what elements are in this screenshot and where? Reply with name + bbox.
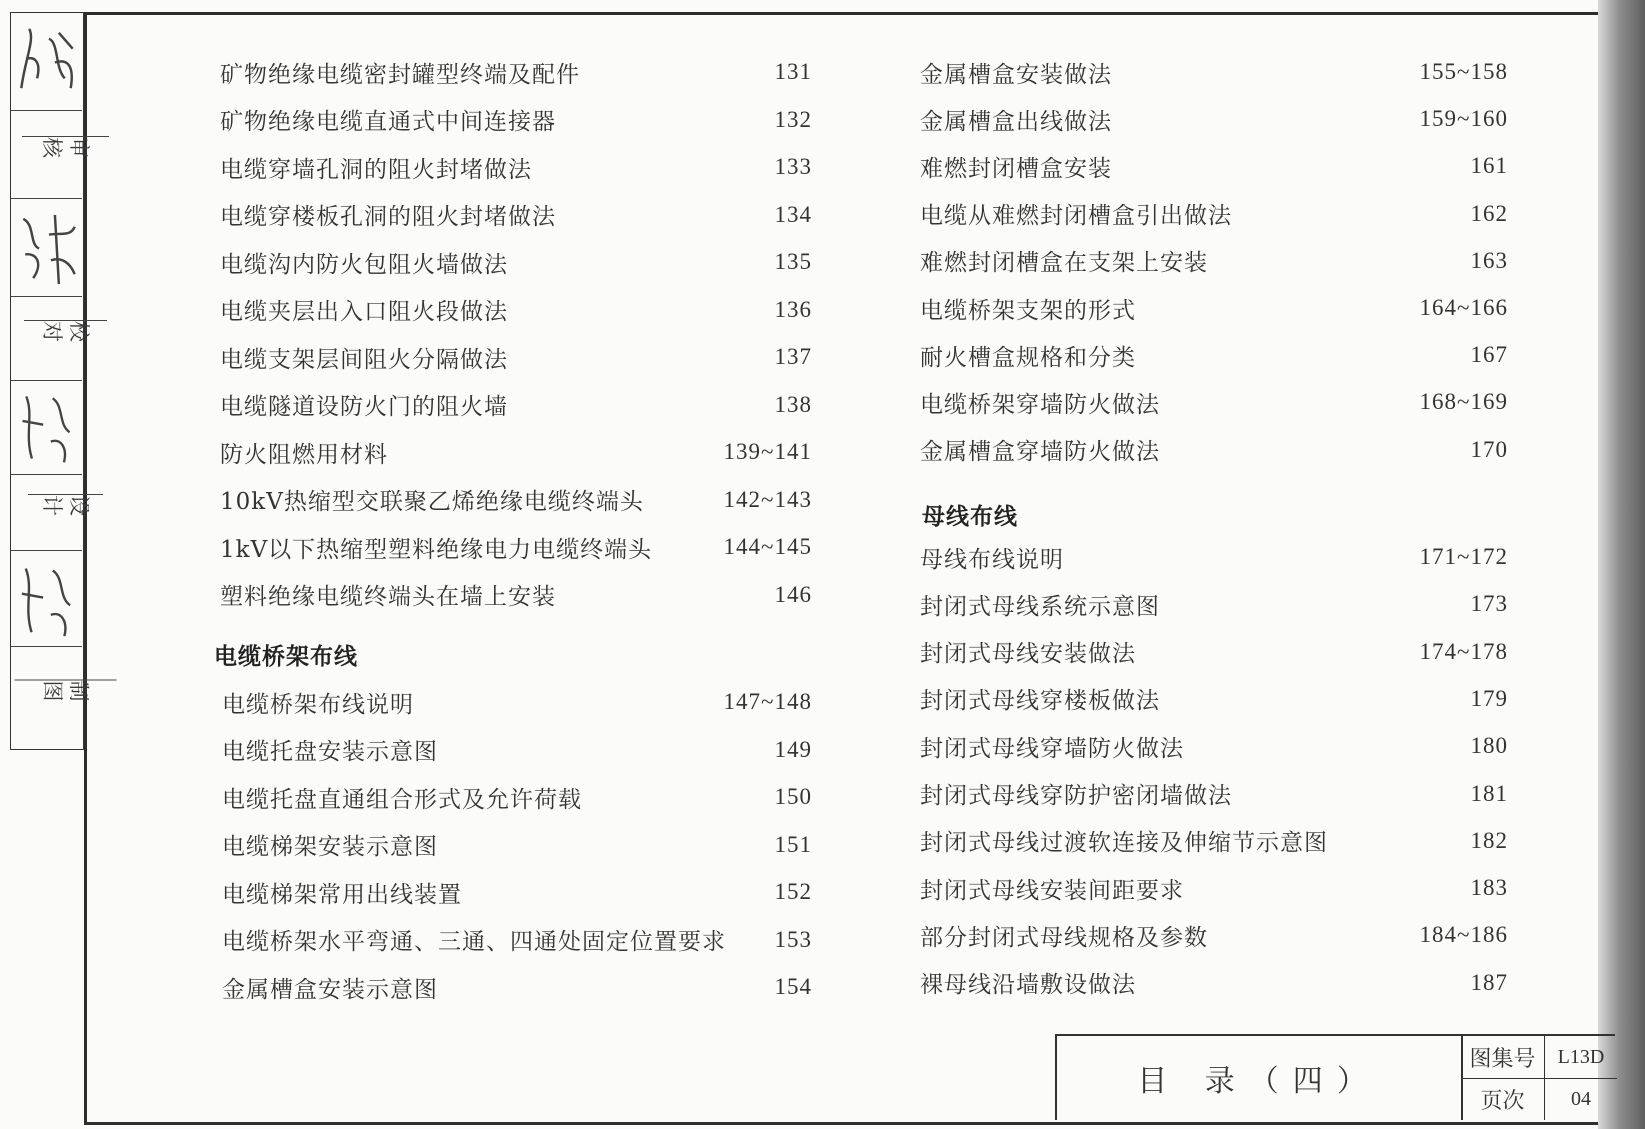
toc-entry-title: 电缆夹层出入口阻火段做法 <box>220 299 508 325</box>
toc-entry <box>0 55 1645 89</box>
toc-entry-title: 电缆托盘安装示意图 <box>222 739 438 765</box>
toc-entry <box>0 777 1645 811</box>
toc-entry-page: 147~148 <box>723 689 812 714</box>
toc-entry-page: 167 <box>1470 342 1508 368</box>
atlas-number-value: L13D <box>1557 1045 1605 1068</box>
toc-entry <box>0 244 1645 278</box>
toc-entry <box>0 338 1645 372</box>
toc-entry-page: 184~186 <box>1419 922 1508 948</box>
toc-entry-title: 塑料绝缘电缆终端头在墙上安装 <box>220 584 556 610</box>
toc-entry-title: 封闭式母线穿墙防火做法 <box>920 735 1184 762</box>
toc-entry <box>0 197 1645 231</box>
toc-entry-page: 171~172 <box>1419 544 1508 569</box>
toc-entry-title: 封闭式母线穿防护密闭墙做法 <box>920 783 1232 809</box>
toc-entry-title: 电缆桥架穿墙防火做法 <box>920 391 1160 418</box>
toc-entry-page: 155~158 <box>1419 59 1508 84</box>
toc-entry-page: 153 <box>774 926 812 952</box>
toc-entry-title: 部分封闭式母线规格及参数 <box>920 924 1208 951</box>
toc-entry-page: 133 <box>774 154 812 179</box>
toc-entry-title: 难燃封闭槽盒安装 <box>920 155 1112 182</box>
toc-entry <box>0 966 1645 1000</box>
toc-entry-page: 163 <box>1470 247 1508 273</box>
toc-entry-title: 裸母线沿墙敷设做法 <box>920 972 1136 999</box>
toc-entry-page: 164~166 <box>1419 295 1508 320</box>
toc-entry-page: 161 <box>1470 153 1508 179</box>
page-number-value: 04 <box>1571 1087 1591 1110</box>
toc-entry-title: 10kV热缩型交联聚乙烯绝缘电缆终端头 <box>220 489 644 515</box>
toc-entry-page: 144~145 <box>723 534 812 559</box>
toc-entry-title: 封闭式母线安装做法 <box>920 641 1136 668</box>
toc-entry-title: 金属槽盒安装示意图 <box>222 976 438 1003</box>
toc-entry-title: 电缆桥架水平弯通、三通、四通处固定位置要求 <box>222 929 726 955</box>
design-label: 设计 <box>28 494 103 531</box>
toc-entry-title: 矿物绝缘电缆直通式中间连接器 <box>220 109 556 135</box>
toc-entry <box>0 871 1645 905</box>
toc-entry <box>0 149 1645 183</box>
toc-entry-title: 封闭式母线过渡软连接及伸缩节示意图 <box>920 830 1328 857</box>
toc-entry-page: 183 <box>1470 875 1508 901</box>
check-label: 校对 <box>24 320 107 357</box>
toc-entry-title: 电缆梯架常用出线装置 <box>222 881 462 908</box>
title-block <box>1055 1034 1615 1120</box>
toc-entry-title: 母线布线说明 <box>920 546 1064 573</box>
toc-entry-title: 防火阻燃用材料 <box>220 441 388 468</box>
toc-entry-title: 金属槽盒出线做法 <box>920 108 1112 135</box>
section-busbar: 母线布线 <box>922 504 1018 530</box>
toc-entry <box>0 635 1645 669</box>
toc-entry-title: 电缆穿楼板孔洞的阻火封堵做法 <box>220 204 556 230</box>
page-number-label: 页次 <box>1461 1078 1545 1120</box>
toc-entry-page: 181 <box>1470 780 1508 806</box>
toc-entry-title: 电缆隧道设防火门的阻火墙 <box>220 394 508 420</box>
toc-entry-title: 耐火槽盒规格和分类 <box>920 344 1136 371</box>
toc-entry <box>0 433 1645 467</box>
toc-entry-title: 金属槽盒安装做法 <box>920 61 1112 88</box>
toc-entry-page: 162 <box>1470 200 1508 226</box>
toc-entry-title: 电缆支架层间阻火分隔做法 <box>220 346 508 373</box>
toc-entry <box>0 540 1645 574</box>
draw-label: 制图 <box>15 680 117 717</box>
toc-entry-page: 131 <box>774 59 812 84</box>
toc-entry-page: 180 <box>1470 733 1508 759</box>
toc-entry <box>0 385 1645 419</box>
toc-entry-title: 1kV以下热缩型塑料绝缘电力电缆终端头 <box>220 536 653 563</box>
toc-entry-title: 电缆桥架布线说明 <box>222 691 414 718</box>
toc-entry-title: 难燃封闭槽盒在支架上安装 <box>920 250 1208 277</box>
toc-entry-page: 136 <box>774 296 812 322</box>
toc-entry-page: 138 <box>774 391 812 417</box>
toc-entry-page: 179 <box>1470 685 1508 711</box>
toc-entry <box>0 729 1645 763</box>
toc-entry-page: 134 <box>774 201 812 227</box>
toc-entry-page: 154 <box>774 974 812 999</box>
toc-entry <box>0 918 1645 952</box>
toc-entry-page: 152 <box>774 879 812 904</box>
toc-entry-title: 电缆桥架支架的形式 <box>920 297 1136 324</box>
toc-entry-page: 142~143 <box>723 486 812 512</box>
toc-entry <box>0 291 1645 325</box>
atlas-number-label: 图集号 <box>1461 1036 1545 1078</box>
section-cable-tray: 电缆桥架布线 <box>214 644 358 670</box>
toc-entry <box>0 102 1645 136</box>
toc-entry-page: 151 <box>774 831 812 857</box>
toc-entry-page: 159~160 <box>1419 106 1508 132</box>
toc-entry-page: 150 <box>774 784 812 809</box>
toc-entry-page: 174~178 <box>1419 638 1508 664</box>
toc-entry-page: 137 <box>774 344 812 369</box>
toc-entry-title: 电缆沟内防火包阻火墙做法 <box>220 251 508 278</box>
toc-entry <box>0 824 1645 858</box>
toc-entry-title: 金属槽盒穿墙防火做法 <box>920 439 1160 466</box>
toc-entry-page: 170 <box>1470 436 1508 462</box>
toc-entry-page: 149 <box>774 736 812 762</box>
toc-entry-title: 电缆梯架安装示意图 <box>222 834 438 860</box>
toc-entry-title: 封闭式母线安装间距要求 <box>920 877 1184 904</box>
toc-entry <box>0 483 1645 517</box>
review-label: 审核 <box>22 136 109 173</box>
toc-entry-title: 封闭式母线穿楼板做法 <box>920 688 1160 715</box>
toc-entry-page: 146 <box>774 581 812 607</box>
toc-entry-page: 187 <box>1470 969 1508 995</box>
toc-entry-title: 电缆托盘直通组合形式及允许荷载 <box>222 786 582 813</box>
toc-entry <box>0 587 1645 621</box>
toc-entry <box>0 682 1645 716</box>
toc-entry-title: 矿物绝缘电缆密封罐型终端及配件 <box>220 61 580 88</box>
toc-entry-page: 132 <box>774 106 812 132</box>
toc-entry-page: 135 <box>774 249 812 274</box>
toc-entry-page: 182 <box>1470 827 1508 853</box>
toc-entry-page: 173 <box>1470 591 1508 617</box>
toc-entry-title: 封闭式母线系统示意图 <box>920 593 1160 620</box>
title-block-title: 目 录（四） <box>1057 1036 1463 1120</box>
toc-entry-title: 电缆从难燃封闭槽盒引出做法 <box>920 203 1232 230</box>
toc-entry-title: 电缆穿墙孔洞的阻火封堵做法 <box>220 156 532 183</box>
toc-entry-page: 139~141 <box>723 439 812 464</box>
toc-entry-page: 168~169 <box>1419 389 1508 415</box>
